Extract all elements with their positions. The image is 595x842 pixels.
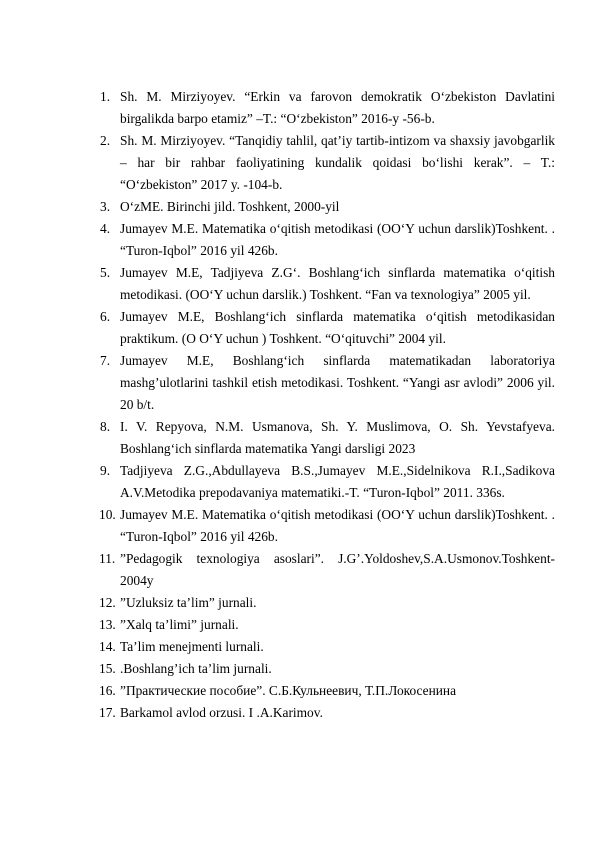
item-text: .Boshlang’ich ta’lim jurnali. [120, 661, 272, 676]
item-text: Sh. M. Mirziyoyev. “Erkin va farovon demokratik O‘zbekiston Davlatini birgalikda barpo etamiz” –T.: “O‘zbekiston” 2016-y -56-b. [120, 89, 555, 126]
item-number: 1. [100, 89, 111, 104]
item-text: Sh. M. Mirziyoyev. “Tanqidiy tahlil, qat’iy tartib-intizom va shaxsiy javobgarlik – har bir rahbar faoliyatining kundalik qoidasi bo‘lishi kerak”. – T.: “O‘zbekiston” 2017 y. -104-b. [120, 133, 555, 192]
item-number: 2. [100, 133, 111, 148]
list-item [102, 196, 555, 218]
list-item [99, 680, 555, 702]
item-text: ”Uzluksiz ta’lim” jurnali. [120, 595, 257, 610]
list-item [99, 636, 555, 658]
reference-list [99, 86, 555, 724]
item-number: 5. [100, 265, 111, 280]
item-number: 14. [99, 639, 116, 654]
item-number: 11. [99, 551, 116, 566]
list-item [99, 592, 555, 614]
list-item [102, 86, 555, 130]
list-item [102, 306, 555, 350]
list-item [99, 548, 555, 592]
item-text: Jumayev M.E, Boshlang‘ich sinflarda matematikadan laboratoriya mashg’ulotlarini tashkil etish metodikasi. Toshkent. “Yangi asr avlodi” 2006 yil. 20 b/t. [120, 353, 555, 412]
list-item [102, 130, 555, 196]
list-item [99, 504, 555, 548]
item-text: I. V. Repyova, N.M. Usmanova, Sh. Y. Muslimova, O. Sh. Yevstafyeva. Boshlang‘ich sinflarda matematika Yangi darsligi 2023 [120, 419, 555, 456]
item-number: 9. [100, 463, 111, 478]
item-number: 17. [99, 705, 116, 720]
item-text: Jumayev M.E. Matematika o‘qitish metodikasi (OO‘Y uchun darslik)Toshkent. . “Turon-Iqbol” 2016 yil 426b. [120, 221, 555, 258]
item-text: ”Xalq ta’limi” jurnali. [120, 617, 239, 632]
list-item [99, 658, 555, 680]
item-number: 6. [100, 309, 111, 324]
list-item [99, 702, 555, 724]
item-number: 12. [99, 595, 116, 610]
item-text: Jumayev M.E. Matematika o‘qitish metodikasi (OO‘Y uchun darslik)Toshkent. . “Turon-Iqbol” 2016 yil 426b. [120, 507, 555, 544]
item-text: Tadjiyeva Z.G.,Abdullayeva B.S.,Jumayev M.E.,Sidelnikova R.I.,Sadikova A.V.Metodika prepodavaniya matematiki.-T. “Turon-Iqbol” 2011. 336s. [120, 463, 555, 500]
item-text: O‘zME. Birinchi jild. Toshkent, 2000-yil [120, 199, 340, 214]
list-item [102, 262, 555, 306]
list-item [99, 614, 555, 636]
item-number: 4. [100, 221, 111, 236]
item-number: 16. [99, 683, 116, 698]
list-item [102, 416, 555, 460]
item-number: 15. [99, 661, 116, 676]
item-text: Jumayev M.E, Boshlang‘ich sinflarda matematika o‘qitish metodikasidan praktikum. (O O‘Y uchun ) Toshkent. “O‘qituvchi” 2004 yil. [120, 309, 555, 346]
list-item [102, 460, 555, 504]
item-number: 8. [100, 419, 111, 434]
item-text: ”Pedagogik texnologiya asoslari”. J.G’.Yoldoshev,S.A.Usmonov.Toshkent-2004y [120, 551, 555, 588]
item-number: 13. [99, 617, 116, 632]
list-item [102, 350, 555, 416]
item-number: 7. [100, 353, 111, 368]
item-text: Barkamol avlod orzusi. I .A.Karimov. [120, 705, 323, 720]
item-number: 10. [99, 507, 116, 522]
item-text: ”Практические пособие”. С.Б.Кульнеевич, Т.П.Локосенина [120, 683, 457, 698]
list-item [102, 218, 555, 262]
item-text: Jumayev M.E, Tadjiyeva Z.G‘. Boshlang‘ich sinflarda matematika o‘qitish metodikasi. (OO‘Y uchun darslik.) Toshkent. “Fan va texnologiya” 2005 yil. [120, 265, 555, 302]
item-number: 3. [100, 199, 111, 214]
item-text: Ta’lim menejmenti lurnali. [120, 639, 264, 654]
